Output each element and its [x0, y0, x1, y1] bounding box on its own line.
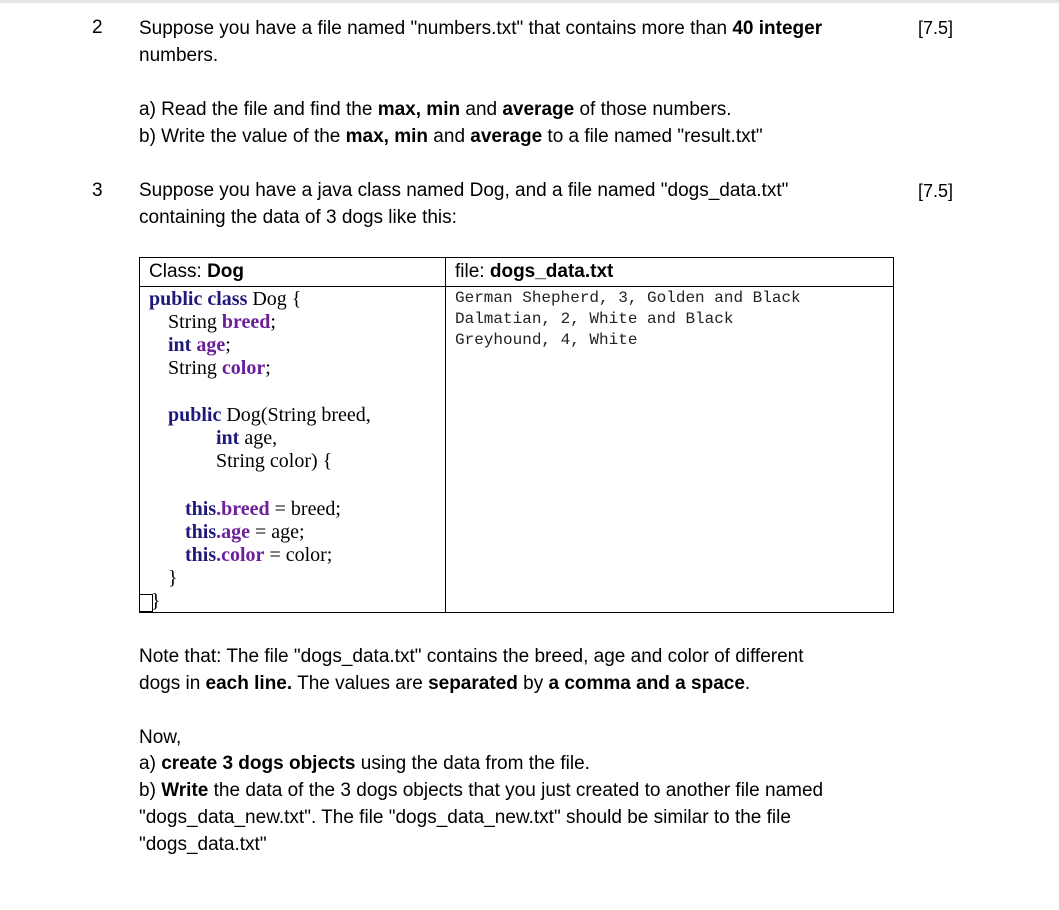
question-3-intro: Suppose you have a java class named Dog, and a file named "dogs_data.txt"	[139, 180, 789, 201]
code-line-assign-color: this.color = color;	[185, 544, 333, 566]
code-line-breed-field: String breed;	[168, 311, 276, 333]
now-label: Now,	[139, 727, 182, 748]
file-line: German Shepherd, 3, Golden and Black	[455, 289, 801, 307]
class-header: Class: Dog	[149, 261, 245, 282]
note-line-1: Note that: The file "dogs_data.txt" contains the breed, age and color of different	[139, 646, 804, 667]
file-line: Greyhound, 4, White	[455, 331, 638, 349]
question-2-part-a: a) Read the file and find the max, min and average of those numbers.	[139, 99, 732, 120]
question-2-marks: [7.5]	[918, 18, 954, 38]
question-3-part-b-cont: "dogs_data_new.txt". The file "dogs_data_new.txt" should be similar to the file	[139, 807, 791, 828]
question-2-number: 2	[92, 17, 103, 38]
code-line-constructor: public Dog(String breed,	[168, 404, 371, 426]
code-line-assign-breed: this.breed = breed;	[185, 498, 341, 520]
code-line-age-field: int age;	[168, 334, 231, 356]
file-contents	[455, 288, 801, 351]
table-column-divider	[445, 258, 446, 612]
file-header: file: dogs_data.txt	[455, 261, 614, 282]
question-2-intro-cont: numbers.	[139, 45, 219, 66]
code-line-param-age: int age,	[216, 427, 278, 449]
code-line-close-class: }	[151, 590, 161, 612]
table-header-divider	[140, 286, 893, 287]
question-3-intro-cont: containing the data of 3 dogs like this:	[139, 207, 457, 228]
question-3-part-b-end: "dogs_data.txt"	[139, 834, 267, 855]
question-3-marks: [7.5]	[918, 181, 954, 201]
code-line-assign-age: this.age = age;	[185, 521, 305, 543]
code-line-color-field: String color;	[168, 357, 271, 379]
code-line-param-color: String color) {	[216, 450, 333, 472]
note-line-2: dogs in each line. The values are separated by a comma and a space.	[139, 673, 751, 694]
file-line: Dalmatian, 2, White and Black	[455, 310, 734, 328]
page-top-border	[0, 0, 1059, 3]
question-3-part-b: b) Write the data of the 3 dogs objects that you just created to another file named	[139, 780, 824, 801]
code-line-close-constructor: }	[168, 567, 178, 589]
code-line-class-decl: public class Dog {	[149, 288, 302, 310]
question-3-number: 3	[92, 180, 103, 201]
question-2-part-b: b) Write the value of the max, min and average to a file named "result.txt"	[139, 126, 763, 147]
question-2-intro: Suppose you have a file named "numbers.txt" that contains more than 40 integer	[139, 18, 823, 39]
question-3-part-a: a) create 3 dogs objects using the data from the file.	[139, 753, 590, 774]
code-and-file-table	[139, 257, 894, 613]
